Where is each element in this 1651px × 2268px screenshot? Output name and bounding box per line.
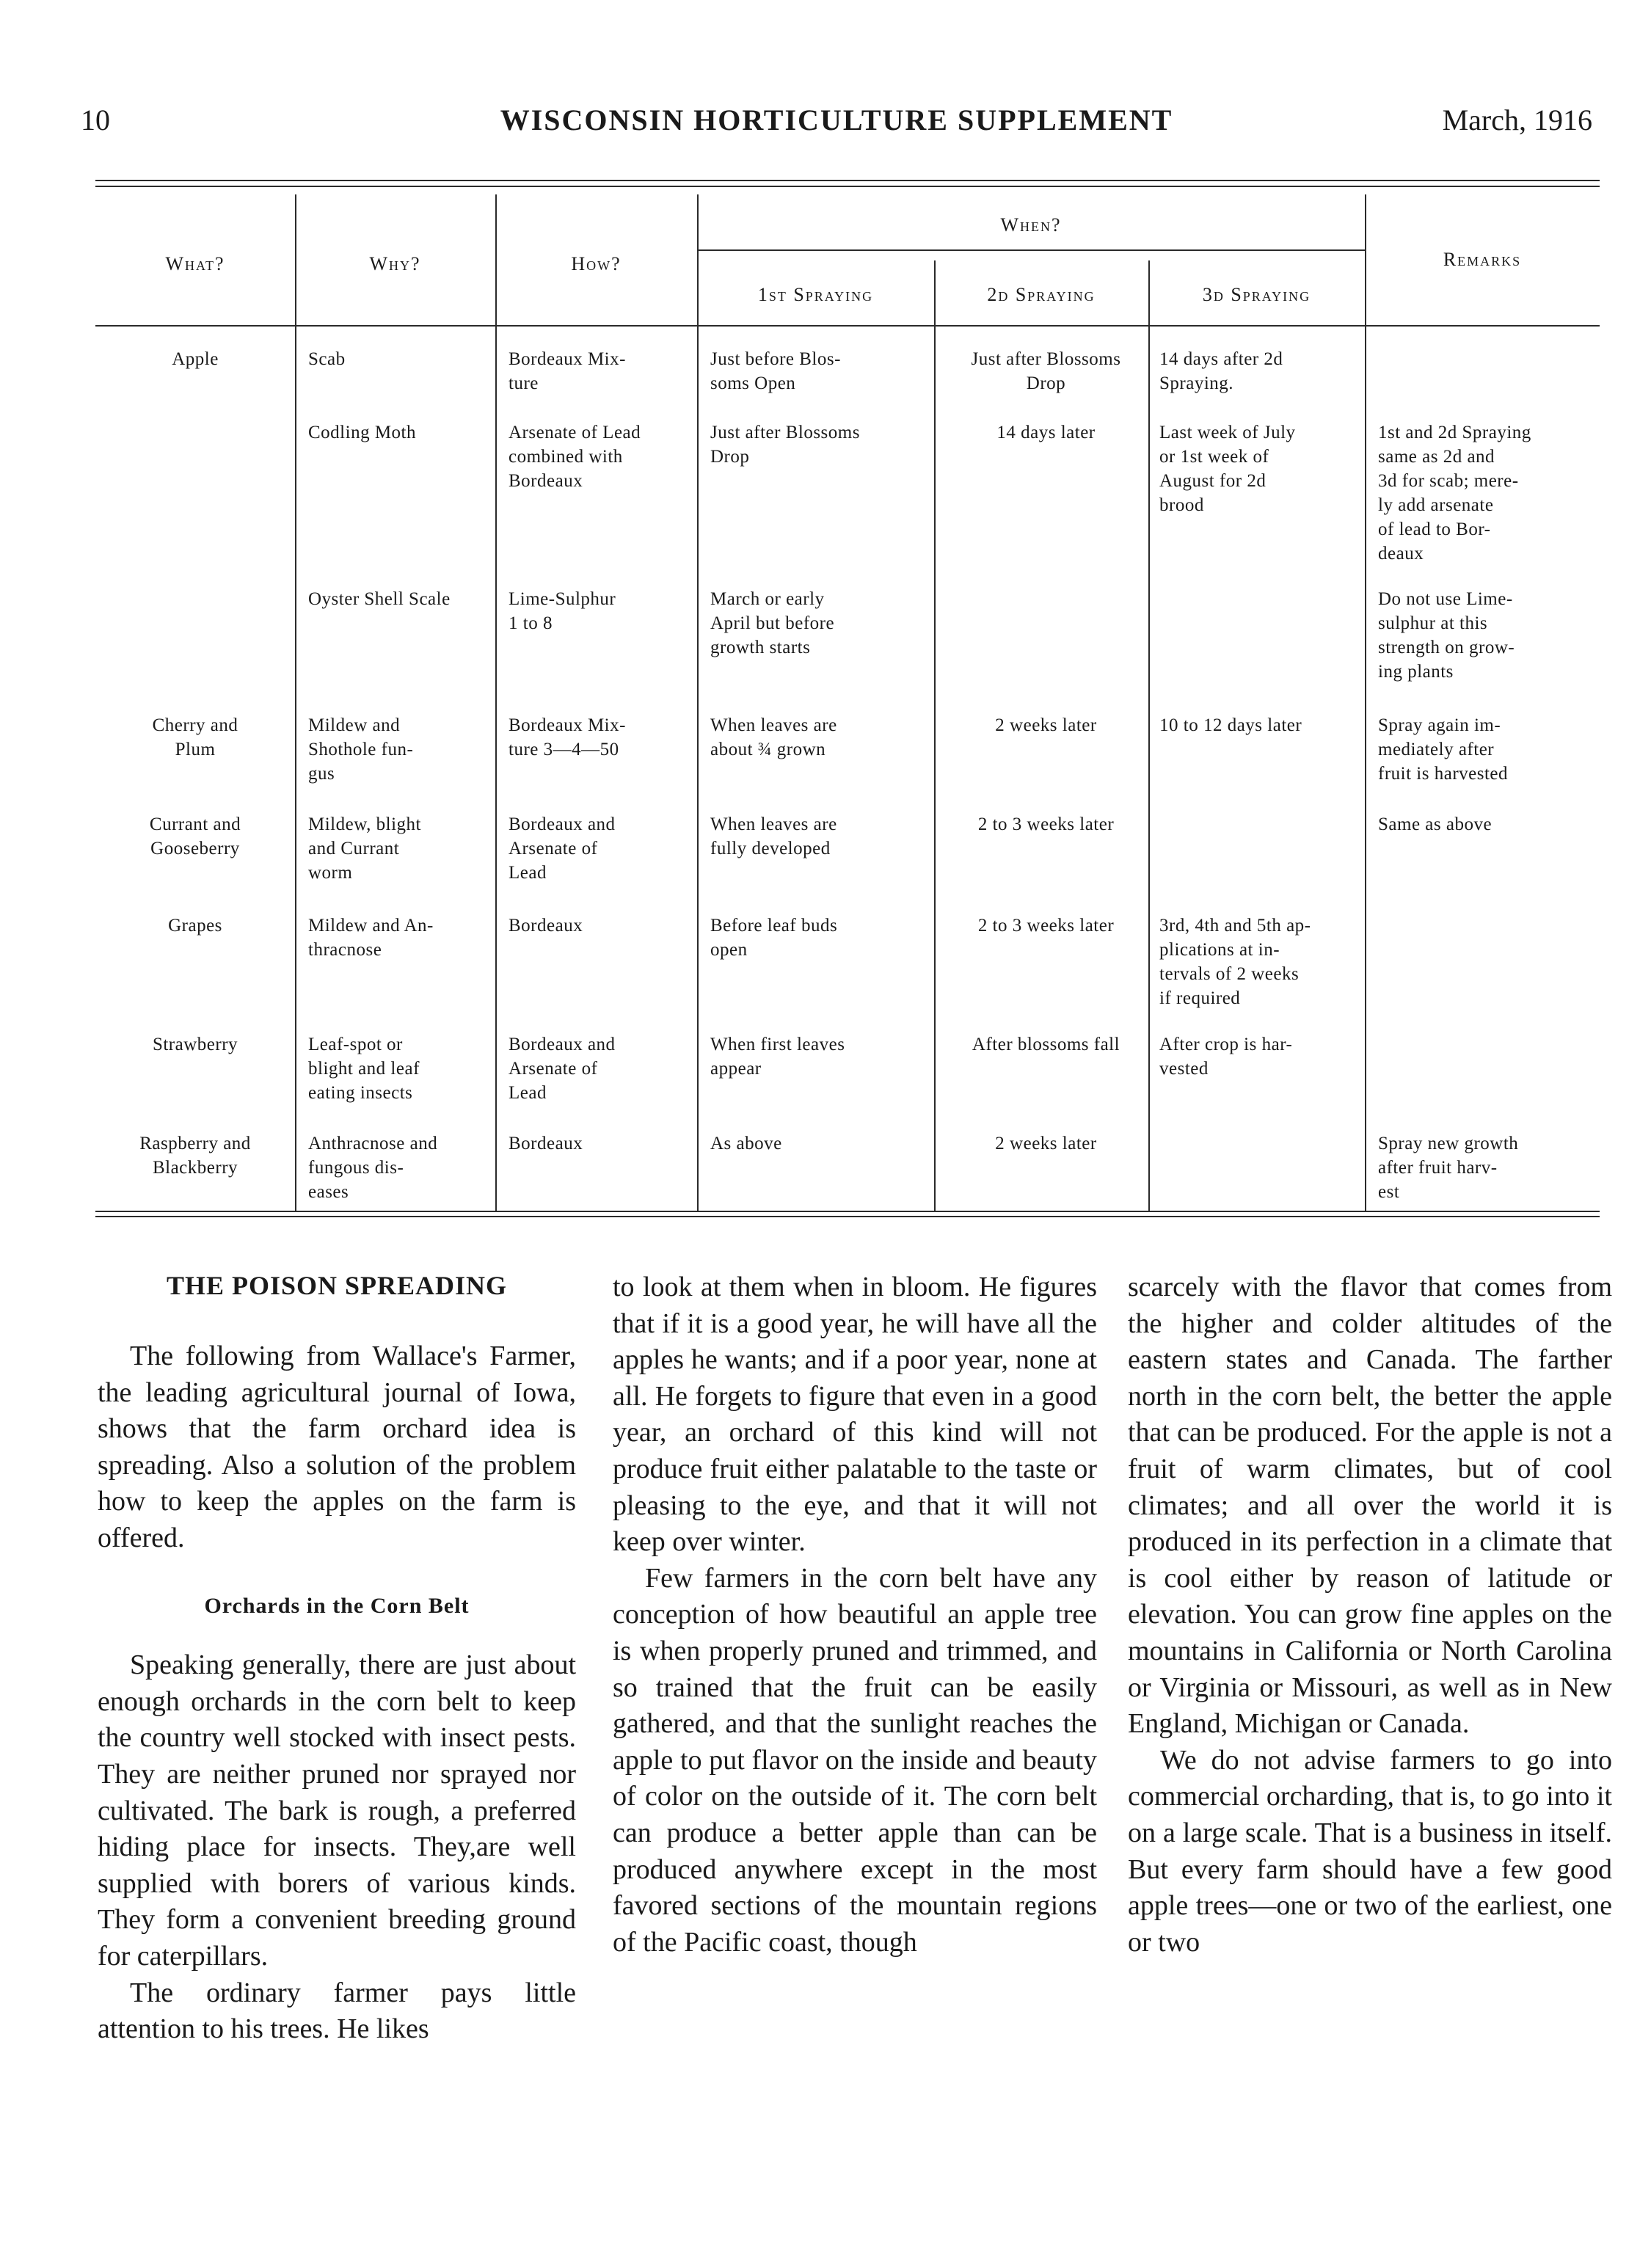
header-what: What?	[165, 253, 225, 274]
table-cell-third: After crop is har- vested	[1159, 1035, 1293, 1079]
table-cell-what: Raspberry and Blackberry	[139, 1134, 251, 1178]
table-cell-what: Strawberry	[152, 1035, 238, 1054]
article-paragraph: The ordinary farmer pays little attention to his trees. He likes	[98, 1977, 576, 2045]
table-cell-why: Mildew and Shothole fun- gus	[308, 715, 414, 784]
table-cell-remarks: Spray again im- mediately after fruit is harvested	[1378, 715, 1509, 784]
table-cell-how: Bordeaux	[509, 916, 583, 936]
table-cell-how: Bordeaux	[509, 1134, 583, 1153]
col-divider-5	[1148, 260, 1150, 1211]
table-top-rule	[95, 180, 1600, 181]
table-cell-third: 10 to 12 days later	[1159, 715, 1302, 735]
table-cell-second: After blossoms fall	[972, 1035, 1120, 1054]
table-cell-what: Grapes	[168, 916, 222, 936]
table-cell-why: Leaf-spot or blight and leaf eating insects	[308, 1035, 420, 1103]
table-cell-why: Codling Moth	[308, 423, 416, 442]
header-remarks: Remarks	[1443, 249, 1522, 270]
table-cell-first: Just after Blossoms Drop	[710, 423, 860, 467]
page-number: 10	[81, 103, 110, 136]
article-paragraph: scarcely with the flavor that comes from the higher and colder altitudes of the eastern states and Canada. The farther north in the corn belt, the better the apple that can be produced. For the apple is not a fruit of warm climates, but of cool climates; and all over the world it is produced in its perfection in a climate that is cool either by reason of latitude or elevation. You can grow fine apples on the mountains in California or North Carolina or Virginia or Missouri, as well as in New England, Michigan or Canada.	[1128, 1272, 1612, 1740]
table-cell-what: Currant and Gooseberry	[149, 814, 241, 858]
header-second-spraying: 2d Spraying	[987, 284, 1096, 305]
table-cell-second: 2 weeks later	[995, 715, 1097, 735]
page-header	[81, 103, 1592, 147]
table-cell-remarks: Spray new growth after fruit harv- est	[1378, 1134, 1519, 1202]
table-cell-why: Oyster Shell Scale	[308, 589, 451, 609]
table-cell-first: When first leaves appear	[710, 1035, 845, 1079]
col-divider-2	[495, 194, 497, 1211]
table-cell-third: 14 days after 2d Spraying.	[1159, 349, 1283, 393]
table-cell-what: Cherry and Plum	[152, 715, 238, 759]
header-bottom-rule	[95, 325, 1600, 327]
table-cell-what: Apple	[172, 349, 219, 369]
table-cell-second: 2 weeks later	[995, 1134, 1097, 1153]
article-subhead: Orchards in the Corn Belt	[204, 1593, 470, 1618]
table-top-rule-2	[95, 186, 1600, 187]
header-when: When?	[1000, 214, 1062, 236]
table-cell-how: Bordeaux and Arsenate of Lead	[509, 814, 616, 883]
table-cell-second: Just after Blossoms Drop	[971, 349, 1121, 393]
table-cell-first: When leaves are fully developed	[710, 814, 837, 858]
table-cell-first: Before leaf buds open	[710, 916, 838, 960]
article-column-3	[1128, 1269, 1612, 1961]
table-cell-third: Last week of July or 1st week of August for 2d brood	[1159, 423, 1296, 515]
table-cell-remarks: Same as above	[1378, 814, 1493, 834]
issue-date: March, 1916	[1442, 103, 1592, 136]
table-cell-remarks: Do not use Lime- sulphur at this strength on grow- ing plants	[1378, 589, 1515, 682]
table-cell-third: 3rd, 4th and 5th ap- plications at in- tervals of 2 weeks if required	[1159, 916, 1311, 1008]
article-paragraph: to look at them when in bloom. He figures that if it is a good year, he will have all the apples he wants; and if a poor year, none at all. He forgets to figure that even in a good year, an orchard of this kind will not produce fruit either palatable to the taste or pleasing to the eye, and that it will not keep over winter.	[613, 1272, 1097, 1558]
table-cell-first: As above	[710, 1134, 782, 1153]
table-cell-why: Mildew and An- thracnose	[308, 916, 434, 960]
table-cell-first: March or early April but before growth starts	[710, 589, 835, 657]
table-cell-how: Bordeaux Mix- ture	[509, 349, 626, 393]
article-intro: The following from Wallace's Farmer, the leading agricultural journal of Iowa, shows that the farm orchard idea is spreading. Also a solution of the problem how to keep the apples on the farm is offered.	[98, 1341, 576, 1553]
table-cell-second: 2 to 3 weeks later	[977, 916, 1115, 936]
table-cell-why: Mildew, blight and Currant worm	[308, 814, 421, 883]
table-cell-second: 14 days later	[996, 423, 1096, 442]
col-divider-4	[934, 260, 936, 1211]
article-column-1	[98, 1269, 576, 2048]
spraying-table	[95, 180, 1600, 1222]
table-cell-how: Bordeaux and Arsenate of Lead	[509, 1035, 616, 1103]
table-cell-first: When leaves are about ¾ grown	[710, 715, 837, 759]
header-first-spraying: 1st Spraying	[757, 284, 874, 305]
article-title: THE POISON SPREADING	[166, 1271, 508, 1300]
table-cell-how: Arsenate of Lead combined with Bordeaux	[509, 423, 641, 491]
table-cell-second: 2 to 3 weeks later	[977, 814, 1115, 834]
table-cell-first: Just before Blos- soms Open	[710, 349, 841, 393]
article-paragraph: Speaking generally, there are just about enough orchards in the corn belt to keep the country well stocked with insect pests. They are neither pruned nor sprayed nor cultivated. The bark is rough, a preferred hiding place for insects. They,are well supplied with borers of various kinds. They form a convenient breeding ground for caterpillars.	[98, 1649, 576, 1972]
table-bottom-rule	[95, 1211, 1600, 1212]
header-why: Why?	[369, 253, 421, 274]
header-third-spraying: 3d Spraying	[1202, 284, 1311, 305]
table-cell-how: Bordeaux Mix- ture 3—4—50	[509, 715, 626, 759]
article-paragraph: Few farmers in the corn belt have any conception of how beautiful an apple tree is when properly pruned and trimmed, and so trained that the fruit can be easily gathered, and that the sunlight reaches the apple to put flavor on the inside and beauty of color on the outside of it. The corn belt can produce a better apple than can be produced anywhere except in the most favored sections of the mountain regions of the Pacific coast, though	[613, 1562, 1097, 1958]
publication-title: WISCONSIN HORTICULTURE SUPPLEMENT	[500, 103, 1173, 136]
col-divider-1	[295, 194, 296, 1211]
article-column-2	[613, 1269, 1097, 1961]
header-how: How?	[571, 253, 622, 274]
table-bottom-rule-2	[95, 1216, 1600, 1217]
table-cell-how: Lime-Sulphur 1 to 8	[509, 589, 616, 633]
table-cell-remarks: 1st and 2d Spraying same as 2d and 3d for scab; mere- ly add arsenate of lead to Bor- deaux	[1378, 423, 1531, 564]
article-paragraph: We do not advise farmers to go into commercial orcharding, that is, to go into it on a large scale. That is a business in itself. But every farm should have a few good apple trees—one or two of the earliest, one or two	[1128, 1744, 1612, 1958]
col-divider-6	[1365, 194, 1366, 1211]
table-cell-why: Scab	[308, 349, 346, 369]
table-cell-why: Anthracnose and fungous dis- eases	[308, 1134, 438, 1202]
when-rule	[697, 249, 1365, 251]
col-divider-3	[697, 194, 699, 1211]
